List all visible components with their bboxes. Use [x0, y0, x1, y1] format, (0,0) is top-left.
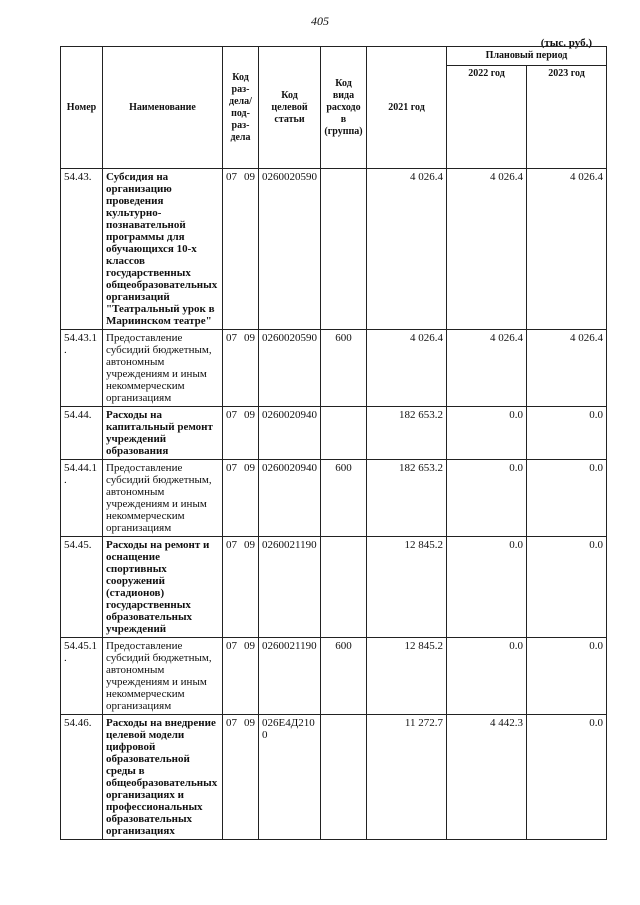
row-section-code: 07	[226, 539, 237, 551]
row-expense-type: 600	[321, 330, 367, 407]
row-target-code: 0260020940	[259, 407, 321, 460]
row-value-2022: 0.0	[447, 460, 527, 537]
row-subsection-code: 09	[244, 409, 255, 421]
row-name: Предоставление субсидий бюджетным, автономным учреждениям и иным некоммерческим организациям	[103, 460, 223, 537]
row-number: 54.44.	[61, 407, 103, 460]
row-value-2021: 11 272.7	[367, 715, 447, 840]
row-section	[223, 638, 259, 715]
row-target-code: 0260020940	[259, 460, 321, 537]
row-number: 54.45.1.	[61, 638, 103, 715]
row-name: Расходы на ремонт и оснащение спортивных сооружений (стадионов) государственных образовательных учреждений	[103, 537, 223, 638]
row-name: Предоставление субсидий бюджетным, автономным учреждениям и иным некоммерческим организациям	[103, 330, 223, 407]
table-row	[61, 407, 607, 460]
row-number: 54.44.1.	[61, 460, 103, 537]
row-number: 54.43.	[61, 169, 103, 330]
row-subsection-code: 09	[244, 717, 255, 729]
header-planned-period: Плановый период	[447, 47, 607, 66]
row-target-code: 0260020590	[259, 330, 321, 407]
row-section-code: 07	[226, 171, 237, 183]
row-value-2022: 0.0	[447, 537, 527, 638]
row-value-2022: 0.0	[447, 407, 527, 460]
row-expense-type	[321, 715, 367, 840]
row-name: Предоставление субсидий бюджетным, автономным учреждениям и иным некоммерческим организациям	[103, 638, 223, 715]
row-name: Расходы на капитальный ремонт учреждений образования	[103, 407, 223, 460]
row-target-code: 0260021190	[259, 638, 321, 715]
header-2023: 2023 год	[527, 66, 607, 169]
table-body	[61, 169, 607, 840]
row-expense-type: 600	[321, 460, 367, 537]
row-expense-type	[321, 407, 367, 460]
row-subsection-code: 09	[244, 462, 255, 474]
budget-table	[60, 46, 607, 840]
header-name: Наименование	[103, 47, 223, 169]
row-value-2023: 0.0	[527, 715, 607, 840]
table-row	[61, 460, 607, 537]
row-value-2022: 4 026.4	[447, 169, 527, 330]
page-number: 405	[311, 14, 329, 28]
table-row	[61, 169, 607, 330]
row-value-2022: 0.0	[447, 638, 527, 715]
header-2022: 2022 год	[447, 66, 527, 169]
row-subsection-code: 09	[244, 171, 255, 183]
row-value-2021: 12 845.2	[367, 537, 447, 638]
row-subsection-code: 09	[244, 539, 255, 551]
row-subsection-code: 09	[244, 640, 255, 652]
row-value-2023: 0.0	[527, 407, 607, 460]
row-value-2021: 4 026.4	[367, 169, 447, 330]
row-value-2021: 12 845.2	[367, 638, 447, 715]
row-section-code: 07	[226, 717, 237, 729]
row-expense-type	[321, 169, 367, 330]
header-2021: 2021 год	[367, 47, 447, 169]
row-section	[223, 715, 259, 840]
row-expense-type	[321, 537, 367, 638]
row-section-code: 07	[226, 640, 237, 652]
table-row	[61, 715, 607, 840]
row-value-2023: 0.0	[527, 537, 607, 638]
row-target-code: 0260020590	[259, 169, 321, 330]
row-number: 54.45.	[61, 537, 103, 638]
row-target-code: 026Е4Д2100	[259, 715, 321, 840]
row-section	[223, 537, 259, 638]
row-name: Расходы на внедрение целевой модели цифровой образовательной среды в общеобразовательных организациях и профессиональных образовательных организациях	[103, 715, 223, 840]
row-value-2021: 182 653.2	[367, 460, 447, 537]
row-value-2021: 4 026.4	[367, 330, 447, 407]
row-value-2023: 4 026.4	[527, 330, 607, 407]
row-section-code: 07	[226, 462, 237, 474]
table-row	[61, 638, 607, 715]
row-value-2022: 4 442.3	[447, 715, 527, 840]
row-value-2023: 0.0	[527, 460, 607, 537]
row-section	[223, 460, 259, 537]
row-section	[223, 169, 259, 330]
header-expense-type: Код вида расходов (группа)	[321, 47, 367, 169]
row-number: 54.46.	[61, 715, 103, 840]
row-subsection-code: 09	[244, 332, 255, 344]
row-section-code: 07	[226, 332, 237, 344]
row-value-2021: 182 653.2	[367, 407, 447, 460]
table-row	[61, 330, 607, 407]
row-expense-type: 600	[321, 638, 367, 715]
header-target: Код целевой статьи	[259, 47, 321, 169]
row-value-2022: 4 026.4	[447, 330, 527, 407]
header-section: Код раз-дела/ под-раз-дела	[223, 47, 259, 169]
row-section	[223, 330, 259, 407]
row-name: Субсидия на организацию проведения культурно-познавательной программы для обучающихся 10-х классов государственных общеобразовательных организаций "Театральный урок в Мариинском театре"	[103, 169, 223, 330]
row-section	[223, 407, 259, 460]
row-value-2023: 0.0	[527, 638, 607, 715]
row-target-code: 0260021190	[259, 537, 321, 638]
units-label: (тыс. руб.)	[540, 37, 592, 49]
row-number: 54.43.1.	[61, 330, 103, 407]
row-section-code: 07	[226, 409, 237, 421]
header-number: Номер	[61, 47, 103, 169]
row-value-2023: 4 026.4	[527, 169, 607, 330]
table-row	[61, 537, 607, 638]
